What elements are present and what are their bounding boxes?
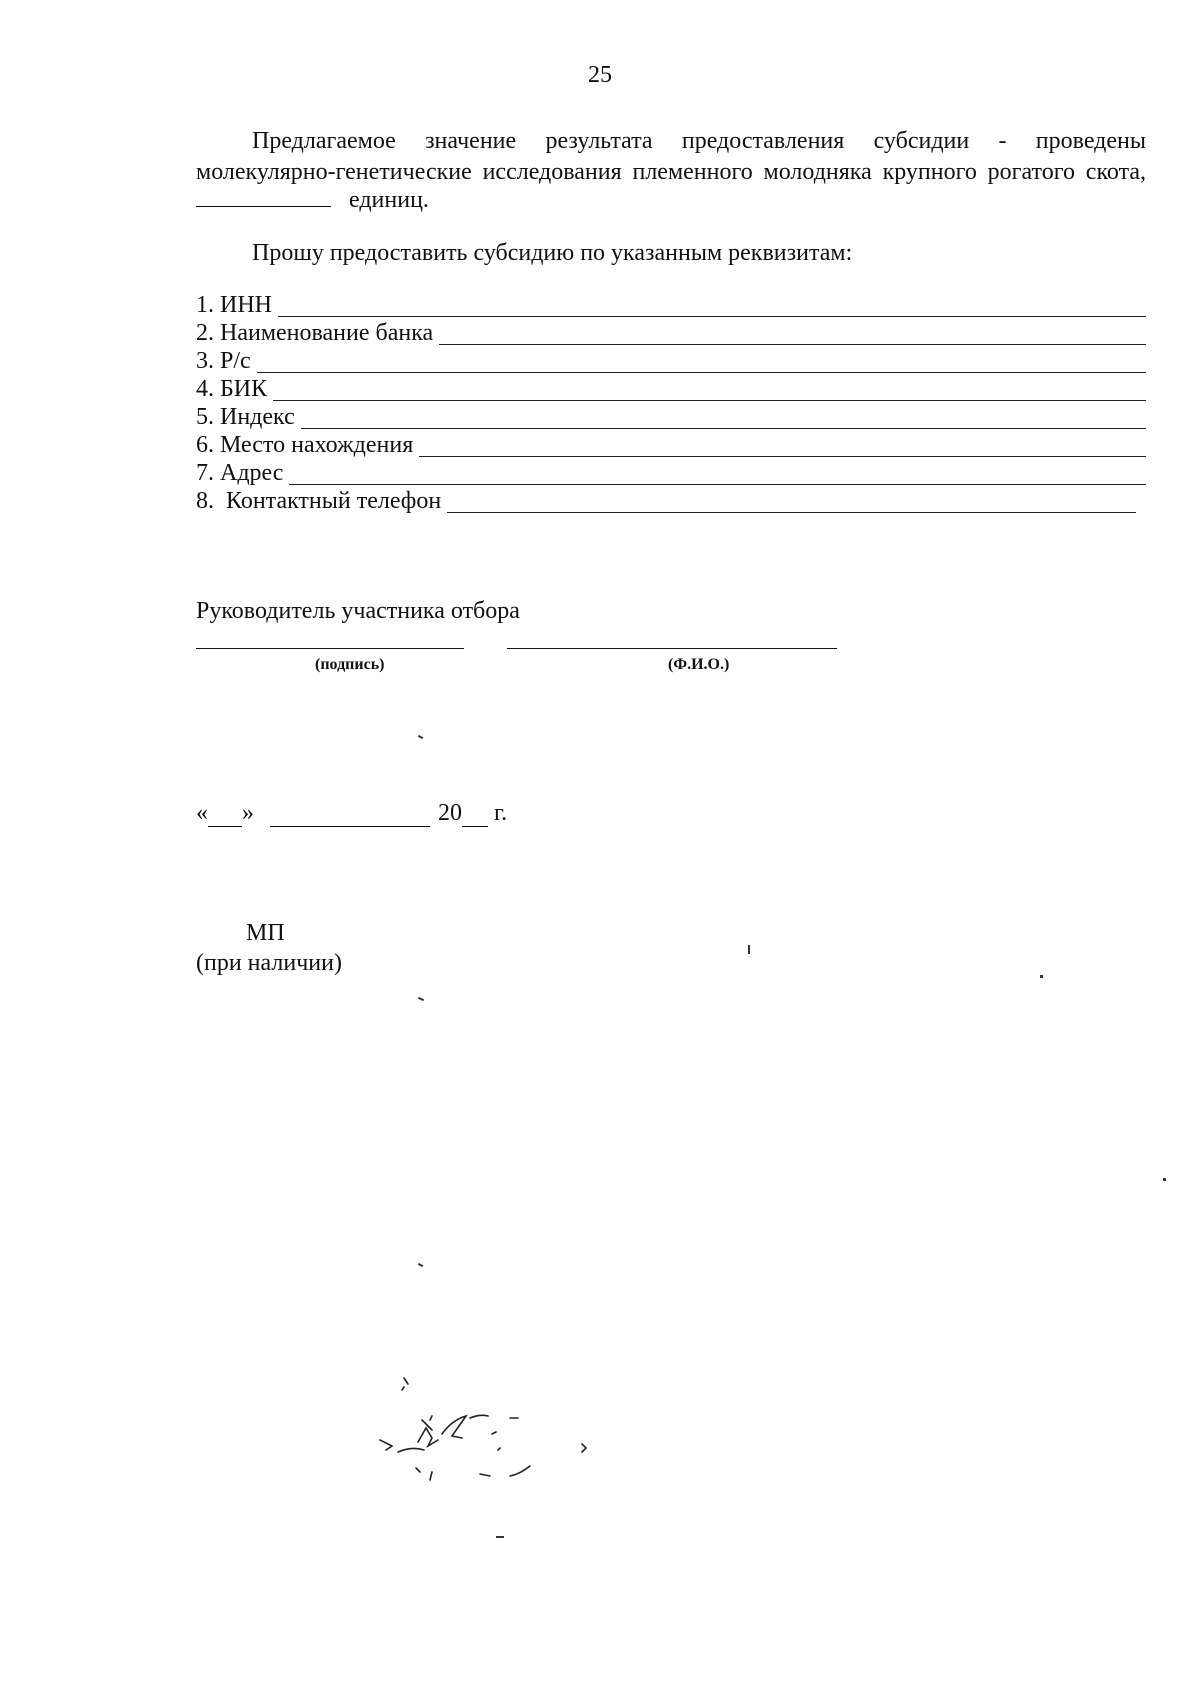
field-label: 2. Наименование банка [196, 320, 434, 346]
field-label: 3. Р/с [196, 348, 251, 374]
date-open-quote: « [196, 800, 208, 826]
field-address [196, 459, 1146, 487]
day-blank[interactable] [208, 806, 242, 827]
page-number: 25 [588, 62, 612, 88]
scan-speck [418, 735, 423, 739]
signature-scribble-icon [370, 1360, 650, 1540]
stamp-title: МП [246, 920, 285, 946]
unit-label: единиц. [349, 187, 429, 213]
scan-speck [418, 997, 424, 1001]
signer-title: Руководитель участника отбора [196, 598, 520, 624]
fio-blank[interactable] [507, 648, 837, 649]
signature-caption: (подпись) [315, 656, 385, 673]
field-blank[interactable] [278, 296, 1146, 317]
date-row [196, 800, 507, 827]
result-text-line-2: молекулярно-генетические исследования племенного молодняка крупного рогатого скота, [196, 159, 1146, 185]
field-label: 6. Место нахождения [196, 432, 414, 458]
scan-speck [418, 1263, 423, 1267]
field-label: 7. Адрес [196, 460, 284, 486]
year-suffix: г. [488, 800, 508, 826]
result-text-line-1: Предлагаемое значение результата предоставления субсидии - проведены [252, 128, 1146, 154]
year-blank[interactable] [462, 806, 488, 827]
field-account [196, 347, 1146, 375]
year-prefix: 20 [438, 800, 462, 826]
scan-speck [1040, 975, 1043, 978]
field-label: 5. Индекс [196, 404, 295, 430]
scan-speck [748, 945, 750, 954]
field-blank[interactable] [289, 464, 1146, 485]
field-blank[interactable] [257, 352, 1146, 373]
fio-caption: (Ф.И.О.) [668, 656, 730, 673]
field-inn [196, 291, 1146, 319]
field-blank[interactable] [439, 324, 1146, 345]
quantity-blank[interactable] [196, 184, 331, 207]
field-label: 4. БИК [196, 376, 268, 402]
scan-speck [1163, 1178, 1166, 1181]
field-phone [196, 487, 1146, 515]
field-bank-name [196, 319, 1146, 347]
field-blank[interactable] [447, 492, 1136, 513]
field-location [196, 431, 1146, 459]
signature-blank[interactable] [196, 648, 464, 649]
field-blank[interactable] [419, 436, 1146, 457]
field-label: 8. Контактный телефон [196, 488, 442, 514]
field-label: 1. ИНН [196, 292, 272, 318]
requisites-list [196, 291, 1146, 515]
month-blank[interactable] [270, 806, 430, 827]
field-index [196, 403, 1146, 431]
stamp-note: (при наличии) [196, 950, 342, 976]
field-blank[interactable] [301, 408, 1146, 429]
field-blank[interactable] [273, 380, 1146, 401]
result-quantity-row [196, 184, 1146, 216]
field-bik [196, 375, 1146, 403]
date-close-quote: » [242, 800, 254, 826]
request-text: Прошу предоставить субсидию по указанным реквизитам: [252, 240, 853, 266]
